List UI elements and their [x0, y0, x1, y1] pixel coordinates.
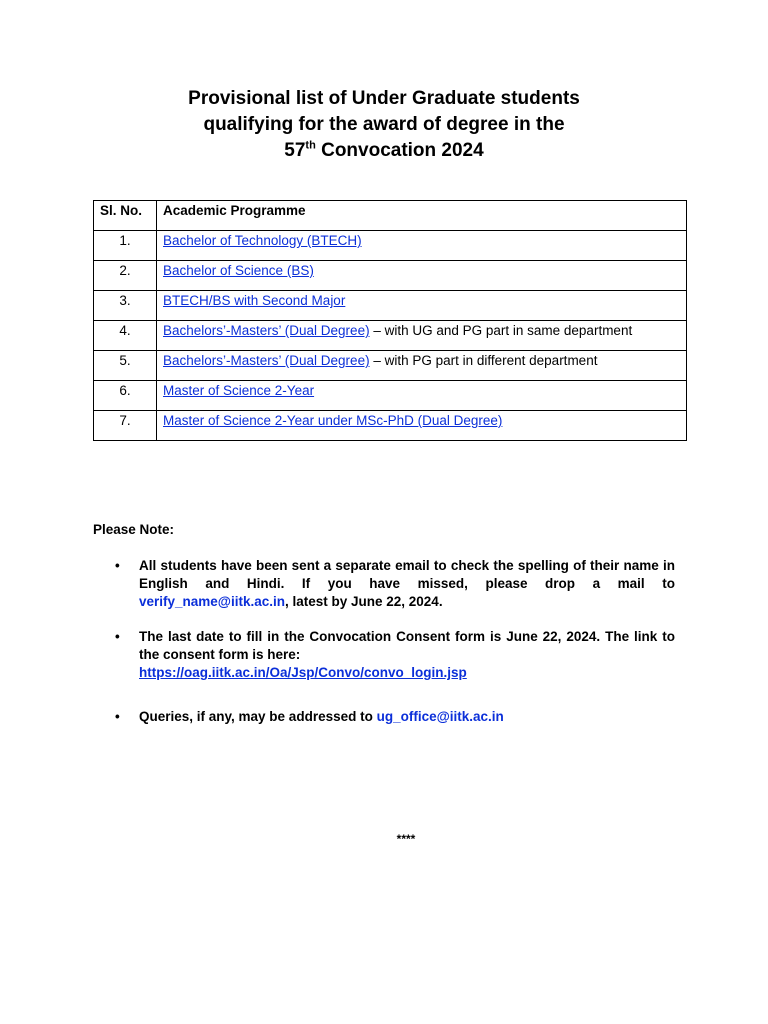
bullet-icon: •	[115, 709, 120, 724]
table-row	[94, 261, 687, 291]
note-item-spelling	[115, 557, 675, 611]
row-number: 7.	[94, 411, 157, 441]
consent-form-link[interactable]: https://oag.iitk.ac.in/Oa/Jsp/Convo/convo_login.jsp	[139, 665, 467, 680]
table-row	[94, 321, 687, 351]
bullet-icon: •	[115, 558, 120, 573]
programme-link-dual-diff-dept[interactable]: Bachelors’-Masters’ (Dual Degree)	[163, 353, 370, 368]
end-marker: ****	[396, 832, 416, 846]
row-number: 4.	[94, 321, 157, 351]
title-line-2: qualifying for the award of degree in the	[203, 114, 565, 135]
programme-cell	[157, 381, 687, 411]
convocation-number: 57	[284, 140, 306, 161]
programme-cell	[157, 291, 687, 321]
programme-cell	[157, 261, 687, 291]
bullet-icon: •	[115, 629, 120, 644]
row-number: 2.	[94, 261, 157, 291]
verify-email[interactable]: verify_name@iitk.ac.in	[139, 594, 285, 609]
table-row	[94, 351, 687, 381]
table-header-row	[94, 201, 687, 231]
table-row	[94, 231, 687, 261]
table-row	[94, 291, 687, 321]
convocation-text: Convocation 2024	[315, 140, 484, 161]
programme-cell	[157, 231, 687, 261]
title-line-3	[0, 138, 768, 164]
row-number: 3.	[94, 291, 157, 321]
table-row	[94, 411, 687, 441]
programme-cell	[157, 411, 687, 441]
programme-link-dual-same-dept[interactable]: Bachelors’-Masters’ (Dual Degree)	[163, 323, 370, 338]
row-number: 1.	[94, 231, 157, 261]
programme-link-bs[interactable]: Bachelor of Science (BS)	[163, 263, 314, 278]
document-title	[0, 86, 768, 164]
programme-cell	[157, 351, 687, 381]
programme-link-btech[interactable]: Bachelor of Technology (BTECH)	[163, 233, 362, 248]
note-text: Queries, if any, may be addressed to	[139, 709, 377, 724]
ordinal-suffix: th	[305, 139, 316, 152]
table-row	[94, 381, 687, 411]
title-line-1: Provisional list of Under Graduate students	[188, 88, 580, 109]
programme-link-msc-2yr[interactable]: Master of Science 2-Year	[163, 383, 315, 398]
programme-link-second-major[interactable]: BTECH/BS with Second Major	[163, 293, 346, 308]
programme-suffix: – with UG and PG part in same department	[369, 323, 633, 338]
note-text: All students have been sent a separate email to check the spelling of their name in English and Hindi. If you have missed, please drop a mail to	[139, 558, 675, 591]
note-text-tail: , latest by June 22, 2024.	[284, 594, 443, 609]
note-item-consent	[115, 628, 675, 682]
header-academic-programme: Academic Programme	[157, 201, 687, 231]
note-text: The last date to fill in the Convocation Consent form is June 22, 2024. The link to the consent form is here:	[139, 629, 675, 662]
programme-link-msc-phd[interactable]: Master of Science 2-Year under MSc-PhD (Dual Degree)	[163, 413, 503, 428]
note-item-queries	[115, 708, 675, 726]
ug-office-email[interactable]: ug_office@iitk.ac.in	[376, 709, 504, 724]
programme-table	[93, 200, 687, 441]
row-number: 6.	[94, 381, 157, 411]
notes-list	[93, 550, 675, 726]
row-number: 5.	[94, 351, 157, 381]
programme-cell	[157, 321, 687, 351]
programme-suffix: – with PG part in different department	[369, 353, 598, 368]
notes-heading: Please Note:	[93, 522, 175, 537]
header-sl-no: Sl. No.	[94, 201, 157, 231]
